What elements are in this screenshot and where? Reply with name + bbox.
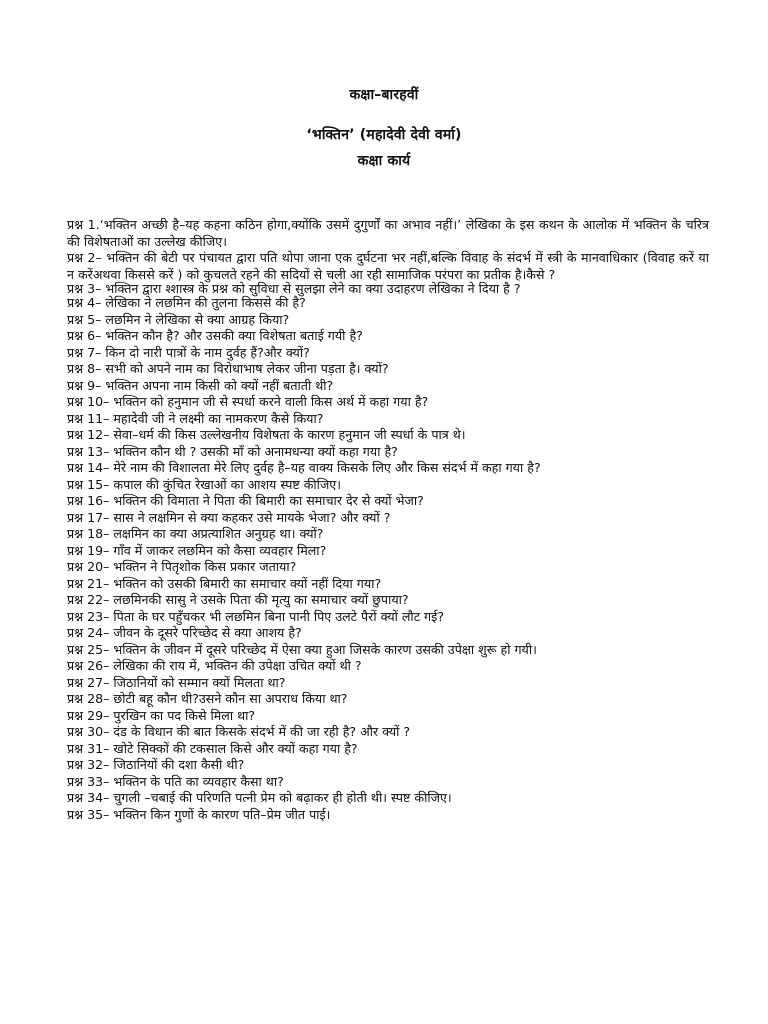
question-25: प्रश्न 25– भक्तिन के जीवन में दूसरे परिच्छेद में ऐसा क्या हुआ जिसके कारण उसकी उपेक्षा शुरू हो गयी। [67, 641, 537, 657]
question-34: प्रश्न 34– चुगली –चबाई की परिणति पत्नी प्रेम को बढ़ाकर ही होती थी। स्पष्ट कीजिए। [67, 790, 452, 805]
question-16: प्रश्न 16– भक्तिन की विमाता ने पिता की बिमारी का समाचार देर से क्यों भेजा? [67, 493, 424, 508]
question-20: प्रश्न 20– भक्तिन ने पितृशोक किस प्रकार जताया? [67, 559, 297, 574]
question-27: प्रश्न 27– जिठानियों को सम्मान क्यों मिलता था? [67, 674, 286, 690]
question-29: प्रश्न 29– पुरखिन का पद किसे मिला था? [67, 707, 256, 723]
question-13: प्रश्न 13– भक्तिन कौन थी ? उसकी माँ को अनामधन्या क्यों कहा गया है? [67, 443, 398, 459]
question-9: प्रश्न 9– भक्तिन अपना नाम किसी को क्यों नहीं बताती थी? [67, 377, 334, 393]
work-title: कक्षा कार्य [357, 153, 411, 169]
question-17: प्रश्न 17– सास ने लक्षमिन से क्या कहकर उसे मायके भेजा? और क्यों ? [67, 509, 391, 525]
question-14: प्रश्न 14– मेरे नाम की विशालता मेरे लिए दुर्वह है–यह वाक्य किसके लिए और किस संदर्भ में कहा गया है? [67, 460, 541, 475]
question-6: प्रश्न 6– भक्तिन कौन है? और उसकी क्या विशेषता बताई गयी है? [67, 328, 363, 343]
question-7: प्रश्न 7– किन दो नारी पात्रों के नाम दुर्वह हैं?और क्यों? [67, 344, 310, 360]
question-15: प्रश्न 15– कपाल की कुंचित रेखाओं का आशय स्पष्ट कीजिए। [67, 476, 342, 492]
question-list [67, 217, 709, 823]
question-23: प्रश्न 23– पिता के घर पहुँचकर भी लछमिन बिना पानी पिए उलटे पैरों क्यों लौट गई? [67, 608, 444, 624]
chapter-title: ‘भक्तिन’ (महादेवी देवी वर्मा) [306, 127, 462, 143]
class-title: कक्षा–बारहवीं [349, 87, 419, 103]
question-1: प्रश्न 1.‘भक्तिन अच्छी है–यह कहना कठिन होगा,क्योंकि उसमें दुगुर्णों का अभाव नहीं।’ लेखिका के इस कथन के आलोक में भक्तिन के चरित्र की विशेषताओं का उल्लेख कीजिए। [67, 217, 709, 249]
question-32: प्रश्न 32– जिठानियों की दशा कैसी थी? [67, 757, 245, 772]
question-31: प्रश्न 31– खोटे सिक्कों की टकसाल किसे और क्यों कहा गया है? [67, 740, 358, 756]
question-2: प्रश्न 2– भक्तिन की बेटी पर पंचायत द्वारा पति थोपा जाना एक दुर्घटना भर नहीं,बल्कि विवाह के संदर्भ में स्त्री के मानवाधिकार (विवाह करें या न करेंअथवा किससे करें ) को कुचलते रहने की सदियों से चली आ रही सामाजिक परंपरा का प्रतीक है।कैसे ? [67, 250, 709, 282]
question-18: प्रश्न 18– लक्षमिन का क्या अप्रत्याशित अनुग्रह था। क्यों? [67, 526, 324, 541]
question-3: प्रश्न 3– भक्तिन द्वारा श्शास्त्र के प्रश्न को सुविधा से सुलझा लेने का क्या उदाहरण लेखिका ने दिया है ? [67, 281, 521, 296]
question-11: प्रश्न 11– महादेवी जी ने लक्ष्मी का नामकरण कैसे किया? [67, 410, 324, 426]
question-28: प्रश्न 28– छोटी बहू कौन थी?उसने कौन सा अपराध किया था? [67, 691, 348, 706]
question-22: प्रश्न 22– लछमिनकी सासु ने उसके पिता की मृत्यु का समाचार क्यों छुपाया? [67, 592, 409, 607]
question-5: प्रश्न 5– लछमिन ने लेखिका से क्या आग्रह किया? [67, 311, 290, 327]
question-33: प्रश्न 33– भक्तिन के पति का व्यवहार कैसा था? [67, 773, 284, 789]
question-21: प्रश्न 21– भक्तिन को उसकी बिमारी का समाचार क्यों नहीं दिया गया? [67, 575, 382, 591]
question-26: प्रश्न 26– लेखिका की राय में, भक्तिन की उपेक्षा उचित क्यों थी ? [67, 658, 362, 673]
question-4: प्रश्न 4– लेखिका ने लछमिन की तुलना किससे की है? [67, 295, 306, 310]
question-8: प्रश्न 8– सभी को अपने नाम का विरोधाभाष लेकर जीना पड़ता है। क्यों? [67, 361, 389, 376]
question-19: प्रश्न 19– गाँव में जाकर लछमिन को कैसा व्यवहार मिला? [67, 542, 327, 558]
question-24: प्रश्न 24– जीवन के दूसरे परिच्छेद से क्या आशय है? [67, 625, 302, 640]
question-12: प्रश्न 12– सेवा–धर्म की किस उल्लेखनीय विशेषता के कारण हनुमान जी स्पर्धा के पात्र थे। [67, 427, 466, 442]
question-10: प्रश्न 10– भक्तिन को हनुमान जी से स्पर्धा करने वाली किस अर्थ में कहा गया है? [67, 394, 429, 409]
question-35: प्रश्न 35– भक्तिन किन गुणों के कारण पति–प्रेम जीत पाई। [67, 806, 331, 822]
question-30: प्रश्न 30– दंड के विधान की बात किसके संदर्भ में की जा रही है? और क्यों ? [67, 724, 411, 739]
